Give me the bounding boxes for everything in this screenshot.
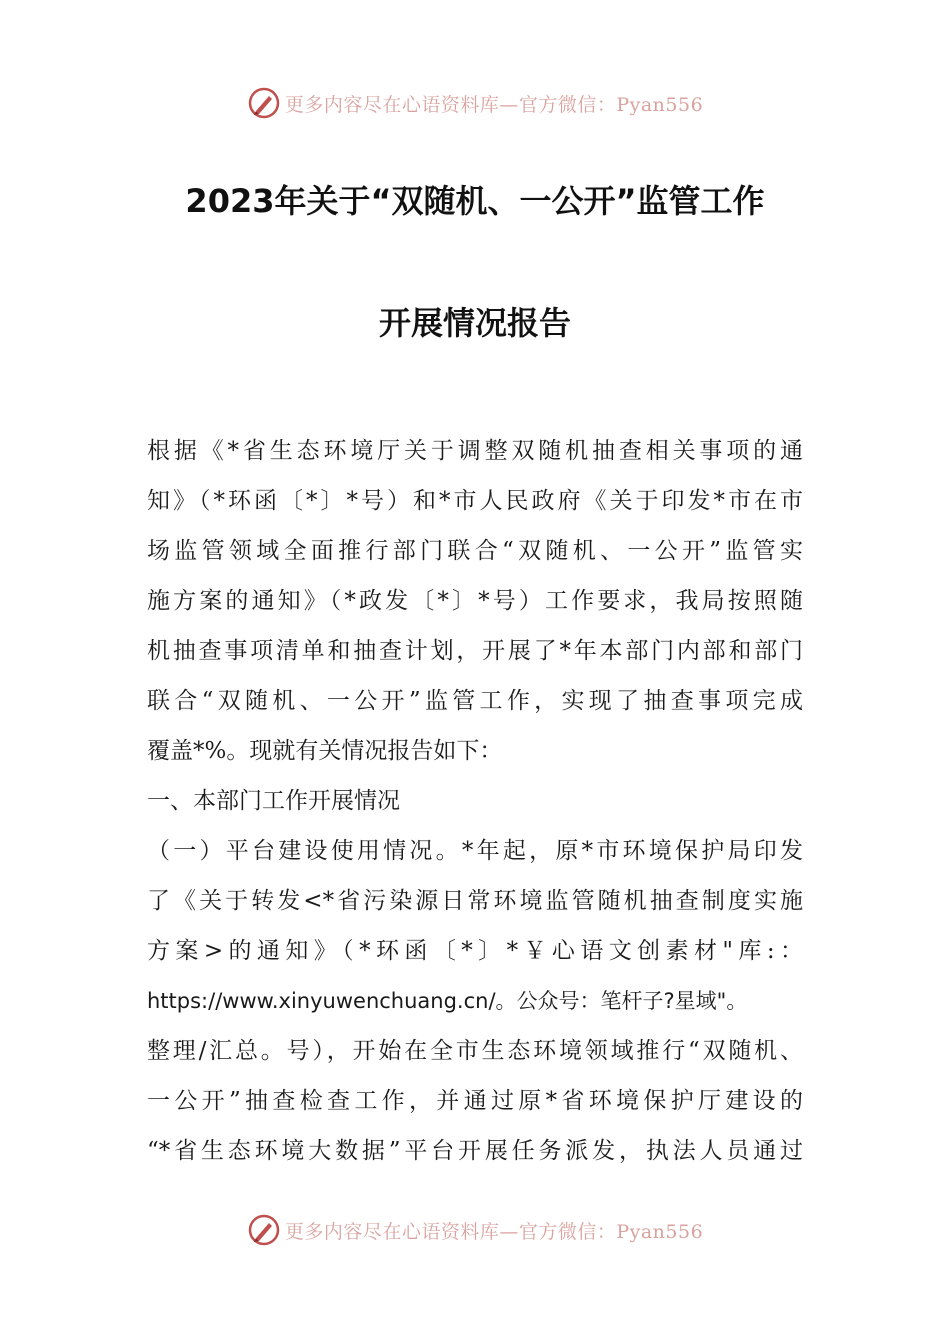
body-line: 机抽查事项清单和抽查计划，开展了*年本部门内部和部门 bbox=[147, 638, 803, 664]
watermark-text: 更多内容尽在心语资料库—官方微信：Pyan556 bbox=[284, 93, 704, 116]
body-line-url: https://www.xinyuwenchuang.cn/。公众号：笔杆子?星域"。 bbox=[147, 989, 748, 1013]
watermark-footer bbox=[0, 1210, 950, 1250]
body-line: 方案>的通知》（*环函〔*〕*￥心语文创素材"库:： bbox=[147, 938, 803, 964]
body-line: 整理/汇总。号），开始在全市生态环境领域推行“双随机、 bbox=[147, 1038, 803, 1064]
body-line: 知》（*环函〔*〕*号）和*市人民政府《关于印发*市在市 bbox=[147, 488, 803, 514]
document-body bbox=[147, 426, 827, 1176]
body-line: 了《关于转发<*省污染源日常环境监管随机抽查制度实施 bbox=[147, 888, 803, 914]
watermark-header bbox=[0, 83, 950, 123]
pen-logo-icon bbox=[247, 86, 281, 120]
document-title-line-1: 2023年关于“双随机、一公开”监管工作 bbox=[185, 182, 765, 220]
section-heading: 一、本部门工作开展情况 bbox=[147, 788, 400, 814]
body-line: 一公开”抽查检查工作，并通过原*省环境保护厅建设的 bbox=[147, 1088, 803, 1114]
body-line: 根据《*省生态环境厅关于调整双随机抽查相关事项的通 bbox=[147, 438, 803, 464]
body-line: （一）平台建设使用情况。*年起，原*市环境保护局印发 bbox=[147, 838, 803, 864]
document-title-line-2: 开展情况报告 bbox=[378, 304, 571, 342]
body-line: 场监管领域全面推行部门联合“双随机、一公开”监管实 bbox=[147, 538, 803, 564]
body-line: 施方案的通知》（*政发〔*〕*号）工作要求，我局按照随 bbox=[147, 588, 803, 614]
body-line: 覆盖*%。现就有关情况报告如下： bbox=[147, 738, 503, 764]
body-line: 联合“双随机、一公开”监管工作，实现了抽查事项完成 bbox=[147, 688, 803, 714]
body-line: “*省生态环境大数据”平台开展任务派发，执法人员通过 bbox=[147, 1138, 803, 1164]
watermark-text: 更多内容尽在心语资料库—官方微信：Pyan556 bbox=[284, 1220, 704, 1243]
pen-logo-icon bbox=[247, 1213, 281, 1247]
